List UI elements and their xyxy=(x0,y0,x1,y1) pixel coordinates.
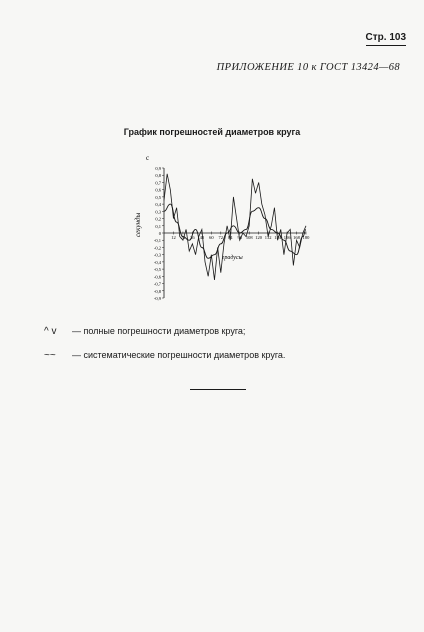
y-tick-label: -0,2 xyxy=(153,245,161,251)
y-tick-label: 0,3 xyxy=(155,209,161,215)
x-tick-label: 12 xyxy=(171,235,176,240)
y-tick-label: 0,7 xyxy=(155,180,161,186)
x-tick-label: 96 xyxy=(237,235,242,240)
legend-full xyxy=(44,326,245,337)
x-tick-label: 48 xyxy=(199,235,205,240)
end-rule xyxy=(190,389,246,390)
x-tick-label: 72 xyxy=(218,235,224,240)
x-tick-label: 120 xyxy=(255,235,263,240)
y-tick-label: 0,6 xyxy=(155,187,161,193)
y-tick-label: -0,1 xyxy=(153,238,161,244)
y-tick-label: -0,8 xyxy=(153,288,161,294)
zigzag-icon: ^ v xyxy=(44,326,57,337)
x-axis-label: градусы xyxy=(222,255,243,261)
x-tick-label: 108 xyxy=(245,235,253,240)
x-tick-label: 156 xyxy=(283,235,291,240)
y-tick-label: 0,4 xyxy=(155,202,161,208)
x-tick-label: 180 xyxy=(302,235,310,240)
x-tick-label: 36 xyxy=(190,235,195,240)
y-tick-label: -0,5 xyxy=(153,267,161,273)
x-tick-label: 60 xyxy=(209,235,214,240)
error-chart xyxy=(136,152,316,302)
wave-icon: ~~ xyxy=(44,350,56,361)
legend-systematic-label: — систематические погрешности диаметров круга. xyxy=(72,350,286,360)
y-tick-label: 0 xyxy=(158,231,161,236)
page-number: Стр. 103 xyxy=(365,32,406,43)
y-axis-label: секунды xyxy=(134,212,142,237)
legend-full-label: — полные погрешности диаметров круга; xyxy=(72,326,246,336)
y-tick-label: -0,4 xyxy=(153,259,161,265)
chart-title: График погрешностей диаметров круга xyxy=(123,127,301,137)
y-tick-label: -0,3 xyxy=(153,252,161,258)
appendix-title: ПРИЛОЖЕНИЕ 10 к ГОСТ 13424—68 xyxy=(216,62,400,73)
y-tick-label: 0,1 xyxy=(155,223,161,229)
legend-systematic xyxy=(44,350,285,361)
y-tick-label: -0,7 xyxy=(153,281,161,287)
x-tick-label: 84 xyxy=(228,235,233,240)
x-tick-label: 168 xyxy=(293,235,300,240)
y-tick-label: 0,9 xyxy=(155,166,161,171)
x-tick-label: 132 xyxy=(264,235,272,240)
x-tick-label: 144 xyxy=(274,235,281,240)
y-tick-label: 0,2 xyxy=(155,216,161,222)
x-tick-label: 24 xyxy=(180,235,186,240)
y-tick-label: -0,9 xyxy=(153,296,161,301)
y-tick-label: 0,8 xyxy=(155,173,161,179)
y-unit-label: с xyxy=(146,154,150,162)
y-tick-label: 0,5 xyxy=(155,194,161,200)
y-tick-label: -0,6 xyxy=(153,274,161,280)
